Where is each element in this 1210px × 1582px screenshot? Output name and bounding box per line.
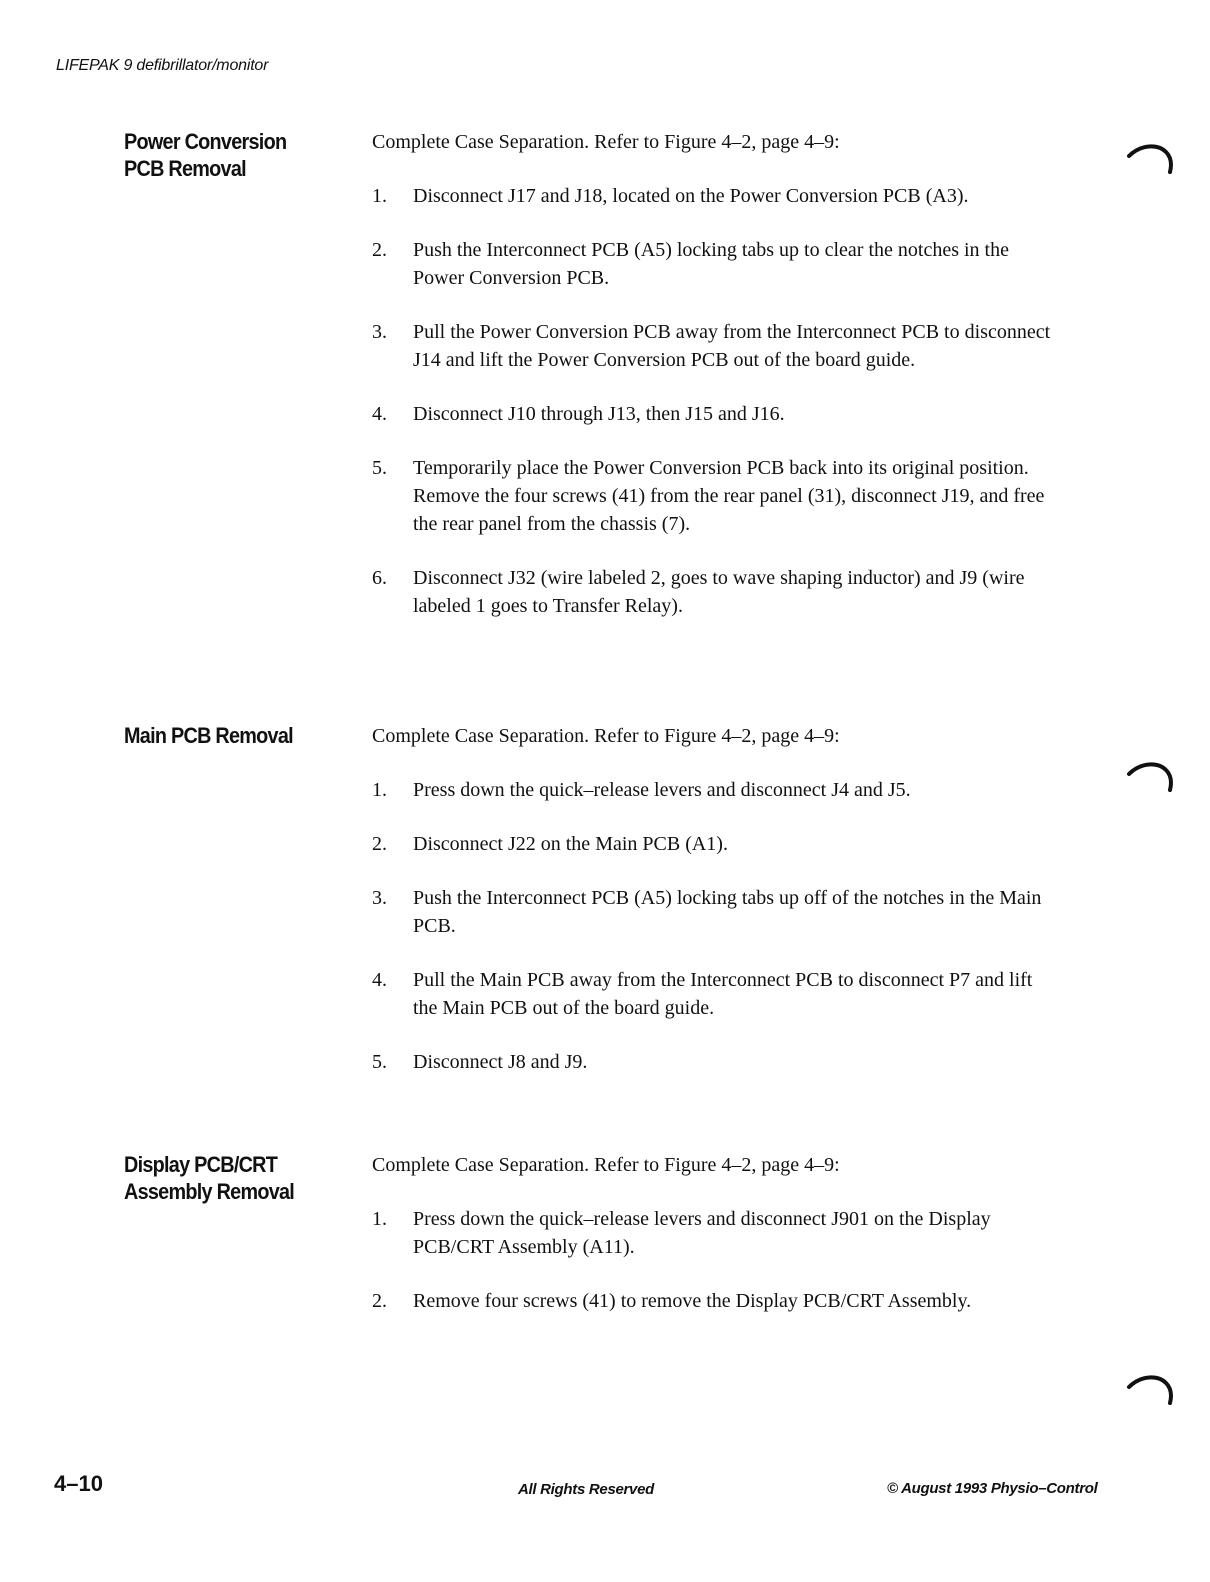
footer-copyright: © August 1993 Physio–Control bbox=[887, 1480, 1098, 1497]
step-text: Disconnect J10 through J13, then J15 and J16. bbox=[413, 403, 785, 425]
step-text: Press down the quick–release levers and disconnect J4 and J5. bbox=[413, 779, 911, 801]
section-title bbox=[124, 722, 322, 749]
step-text: Disconnect J8 and J9. bbox=[413, 1051, 588, 1073]
step-item bbox=[372, 776, 1052, 804]
step-text: Temporarily place the Power Conversion PCB back into its original position. Remove the four screws (41) from the rear panel (31), disconnect J19, and free the rear panel from the chassis (7). bbox=[413, 457, 1045, 535]
step-text: Remove four screws (41) to remove the Display PCB/CRT Assembly. bbox=[413, 1290, 972, 1312]
step-number: 5. bbox=[372, 1051, 387, 1073]
step-item bbox=[372, 400, 1052, 428]
step-text: Press down the quick–release levers and disconnect J901 on the Display PCB/CRT Assembly (A11). bbox=[413, 1208, 991, 1258]
step-list bbox=[372, 1205, 1052, 1315]
step-number: 3. bbox=[372, 321, 387, 343]
section-intro: Complete Case Separation. Refer to Figure 4–2, page 4–9: bbox=[372, 131, 840, 153]
section-body bbox=[372, 128, 1052, 646]
step-text: Disconnect J22 on the Main PCB (A1). bbox=[413, 833, 728, 855]
binder-hole-curve bbox=[1129, 1377, 1171, 1403]
step-list bbox=[372, 182, 1052, 620]
step-number: 2. bbox=[372, 1290, 387, 1312]
binder-hole-mark bbox=[1126, 760, 1176, 800]
step-item bbox=[372, 564, 1052, 620]
step-text: Push the Interconnect PCB (A5) locking tabs up to clear the notches in the Power Conversion PCB. bbox=[413, 239, 1009, 289]
step-number: 2. bbox=[372, 239, 387, 261]
step-number: 4. bbox=[372, 969, 387, 991]
section-title-line: Power Conversion bbox=[124, 129, 287, 154]
binder-hole-mark bbox=[1126, 142, 1176, 182]
step-list bbox=[372, 776, 1052, 1076]
step-item bbox=[372, 966, 1052, 1022]
running-header: LIFEPAK 9 defibrillator/monitor bbox=[56, 57, 269, 74]
section-title bbox=[124, 1151, 322, 1205]
step-item bbox=[372, 1287, 1052, 1315]
step-text: Pull the Power Conversion PCB away from the Interconnect PCB to disconnect J14 and lift the Power Conversion PCB out of the board guide. bbox=[413, 321, 1051, 371]
step-number: 4. bbox=[372, 403, 387, 425]
step-text: Disconnect J17 and J18, located on the Power Conversion PCB (A3). bbox=[413, 185, 969, 207]
section-title-line: Main PCB Removal bbox=[124, 723, 293, 748]
step-number: 6. bbox=[372, 567, 387, 589]
step-number: 3. bbox=[372, 887, 387, 909]
page-number: 4–10 bbox=[54, 1471, 103, 1496]
binder-hole-curve bbox=[1129, 146, 1171, 172]
section-title bbox=[124, 128, 322, 182]
step-number: 1. bbox=[372, 185, 387, 207]
step-text: Push the Interconnect PCB (A5) locking tabs up off of the notches in the Main PCB. bbox=[413, 887, 1042, 937]
step-item bbox=[372, 182, 1052, 210]
section-intro: Complete Case Separation. Refer to Figure 4–2, page 4–9: bbox=[372, 725, 840, 747]
step-item bbox=[372, 454, 1052, 538]
step-item bbox=[372, 1205, 1052, 1261]
section-body bbox=[372, 1151, 1052, 1341]
step-item bbox=[372, 1048, 1052, 1076]
section-title-line: Assembly Removal bbox=[124, 1179, 295, 1204]
section-intro: Complete Case Separation. Refer to Figure 4–2, page 4–9: bbox=[372, 1154, 840, 1176]
binder-hole-curve bbox=[1129, 764, 1171, 790]
step-number: 5. bbox=[372, 457, 387, 479]
step-item bbox=[372, 236, 1052, 292]
section-body bbox=[372, 722, 1052, 1102]
section-title-line: Display PCB/CRT bbox=[124, 1152, 278, 1177]
binder-hole-mark bbox=[1126, 1373, 1176, 1413]
step-item bbox=[372, 884, 1052, 940]
step-item bbox=[372, 830, 1052, 858]
step-text: Pull the Main PCB away from the Interconnect PCB to disconnect P7 and lift the Main PCB out of the board guide. bbox=[413, 969, 1033, 1019]
step-text: Disconnect J32 (wire labeled 2, goes to wave shaping inductor) and J9 (wire labeled 1 goes to Transfer Relay). bbox=[413, 567, 1025, 617]
section-title-line: PCB Removal bbox=[124, 156, 246, 181]
step-number: 1. bbox=[372, 779, 387, 801]
footer-rights: All Rights Reserved bbox=[518, 1481, 655, 1498]
step-number: 1. bbox=[372, 1208, 387, 1230]
step-item bbox=[372, 318, 1052, 374]
step-number: 2. bbox=[372, 833, 387, 855]
